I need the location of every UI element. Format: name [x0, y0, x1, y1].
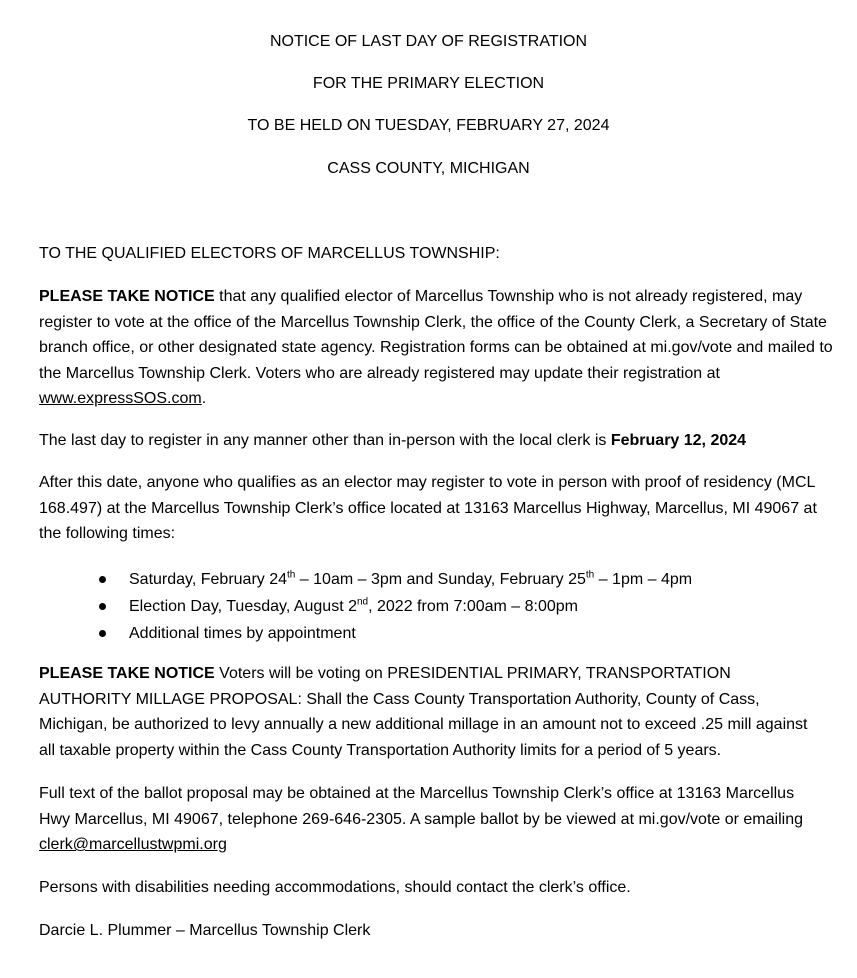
full-text-paragraph — [39, 781, 809, 858]
header-title-line-4: CASS COUNTY, MICHIGAN — [327, 160, 530, 177]
header-title-line-3: TO BE HELD ON TUESDAY, FEBRUARY 27, 2024 — [247, 117, 610, 134]
times-item-2-a-sup: nd — [356, 596, 369, 608]
times-item-2-a: Election Day, Tuesday, August 2 — [129, 598, 357, 615]
notice-lead-2: PLEASE TAKE NOTICE — [39, 665, 215, 682]
salutation: TO THE QUALIFIED ELECTORS OF MARCELLUS TOWNSHIP: — [39, 245, 500, 262]
after-date-paragraph: After this date, anyone who qualifies as an elector may register to vote in person with proof of residency (MCL 168.497) at the Marcellus Township Clerk’s office located at 13163 Marcellus Highway, Marcellus, MI 49067 at the following times: — [39, 474, 817, 543]
times-item-2-b: , 2022 from 7:00am – 8:00pm — [368, 598, 579, 615]
deadline-date: February 12, 2024 — [610, 432, 747, 449]
bullet-icon — [99, 576, 106, 583]
full-text-body: Full text of the ballot proposal may be obtained at the Marcellus Township Clerk’s office at 13163 Marcellus Hwy Marcellus, MI 49067, telephone 269-646-2305. A sample ballot by be viewed at mi.gov/vote or emailing — [39, 785, 803, 828]
disabilities-paragraph: Persons with disabilities needing accommodations, should contact the clerk’s office. — [39, 879, 631, 896]
header-title-line-2: FOR THE PRIMARY ELECTION — [312, 75, 545, 92]
clerk-email-link[interactable]: clerk@marcellustwpmi.org — [39, 836, 227, 854]
list-item — [99, 620, 692, 647]
notice-text-1: that any qualified elector of Marcellus Township who is not already registered, may register to vote at the office of the Marcellus Township Clerk, the office of the County Clerk, a Secretary of State branch office, or other designated state agency. Registration forms can be obtained at mi.gov/vote and mailed to the Marcellus Township Clerk. Voters who are already registered may update their registration at — [39, 288, 833, 382]
bullet-icon — [99, 630, 106, 637]
bullet-icon — [99, 603, 106, 610]
registration-times-list — [99, 566, 692, 647]
deadline-text: The last day to register in any manner other than in-person with the local clerk is — [39, 432, 611, 449]
times-item-1-b-sup: th — [585, 569, 595, 581]
express-sos-link[interactable]: www.expressSOS.com — [39, 390, 202, 408]
times-item-1-c: – 1pm – 4pm — [594, 571, 693, 588]
times-item-1-b: – 10am – 3pm and Sunday, February 25 — [295, 571, 586, 588]
times-item-3: Additional times by appointment — [129, 625, 356, 642]
notice-paragraph-1 — [39, 284, 839, 412]
deadline-paragraph — [39, 428, 839, 454]
notice-text-2: Voters will be voting on PRESIDENTIAL PRIMARY, TRANSPORTATION AUTHORITY MILLAGE PROPOSAL: Shall the Cass County Transportation Authority, County of Cass, Michigan, be authorized to levy annually a new additional millage in an amount not to exceed .25 mill against all taxable property within the Cass County Transportation Authority limits for a period of 5 years. — [39, 665, 808, 759]
notice-lead-1: PLEASE TAKE NOTICE — [39, 288, 215, 305]
times-item-1-a-sup: th — [287, 569, 296, 581]
header-title-line-1: NOTICE OF LAST DAY OF REGISTRATION — [269, 33, 588, 50]
list-item — [99, 593, 692, 620]
notice-end-1: . — [201, 390, 207, 408]
signature: Darcie L. Plummer – Marcellus Township Clerk — [39, 922, 371, 939]
times-item-1-a: Saturday, February 24 — [129, 571, 288, 588]
list-item — [99, 566, 692, 593]
notice-paragraph-2 — [39, 661, 819, 763]
